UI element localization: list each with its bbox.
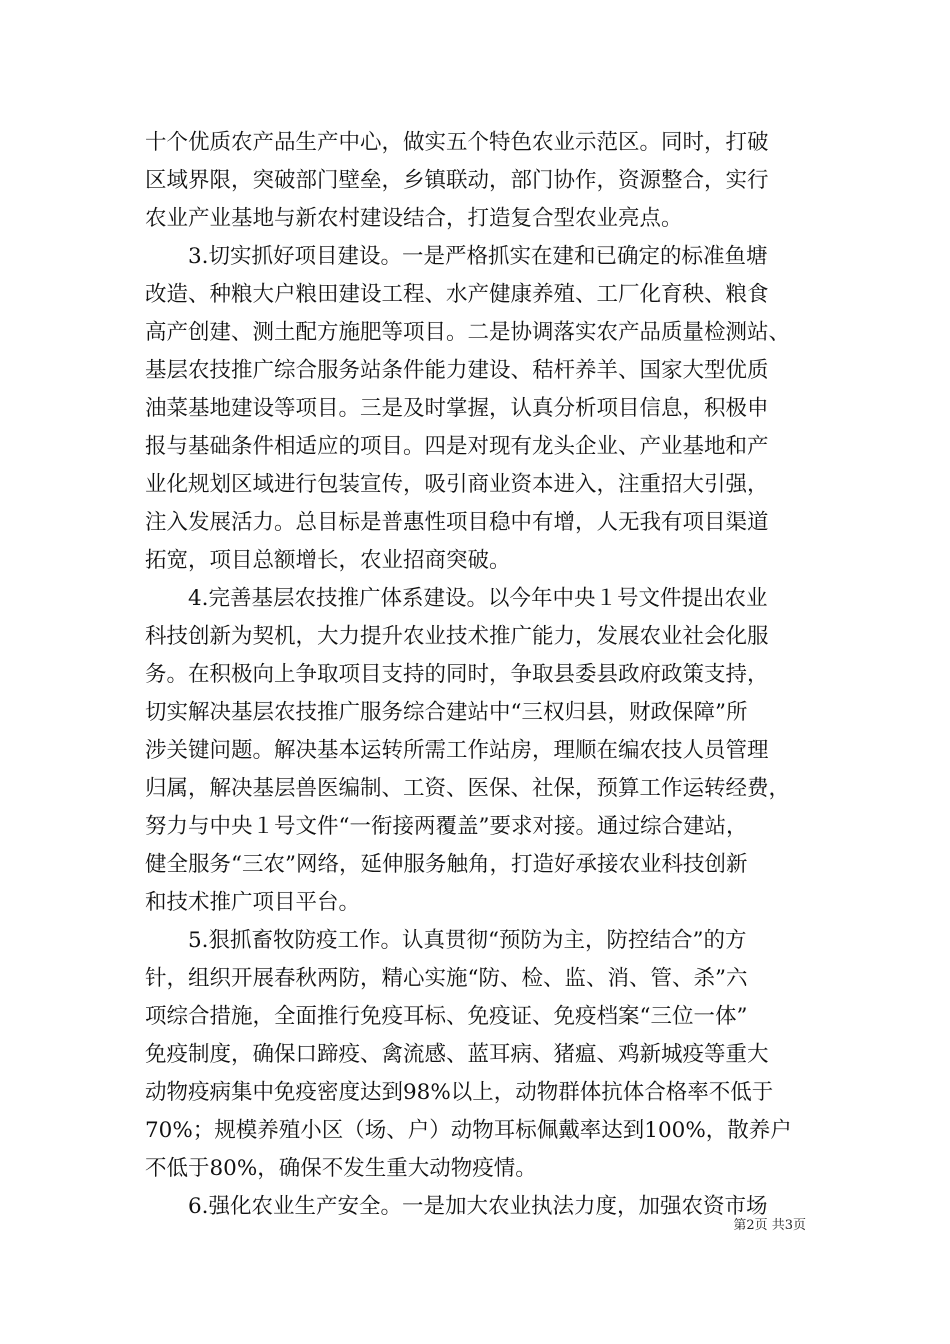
text-line: 努力与中央１号文件“一衔接两覆盖”要求对接。通过综合建站， xyxy=(145,814,748,839)
text-line: 4.完善基层农技推广体系建设。以今年中央１号文件提出农业 xyxy=(145,586,768,611)
text-line: 区域界限，突破部门壁垒，乡镇联动，部门协作，资源整合，实行 xyxy=(145,168,769,193)
text-line: 3.切实抓好项目建设。一是严格抓实在建和已确定的标准鱼塘 xyxy=(145,244,768,269)
text-line: 基层农技推广综合服务站条件能力建设、秸杆养羊、国家大型优质 xyxy=(145,358,769,383)
text-line: 归属，解决基层兽医编制、工资、医保、社保，预算工作运转经费， xyxy=(145,776,791,801)
text-line: 农业产业基地与新农村建设结合，打造复合型农业亮点。 xyxy=(145,206,683,231)
text-line: 和技术推广项目平台。 xyxy=(145,890,361,915)
text-line: 高产创建、测土配方施肥等项目。二是协调落实农产品质量检测站、 xyxy=(145,320,791,345)
text-line: 拓宽，项目总额增长，农业招商突破。 xyxy=(145,548,511,573)
text-line: 十个优质农产品生产中心，做实五个特色农业示范区。同时，打破 xyxy=(145,130,769,155)
text-line: 不低于80%，确保不发生重大动物疫情。 xyxy=(145,1156,537,1181)
text-line: 针，组织开展春秋两防，精心实施“防、检、监、消、管、杀”六 xyxy=(145,966,748,991)
text-line: 务。在积极向上争取项目支持的同时，争取县委县政府政策支持， xyxy=(145,662,769,687)
text-line: 切实解决基层农技推广服务综合建站中“三权归县，财政保障”所 xyxy=(145,700,748,725)
text-line: 注入发展活力。总目标是普惠性项目稳中有增，人无我有项目渠道 xyxy=(145,510,769,535)
text-line: 改造、种粮大户粮田建设工程、水产健康养殖、工厂化育秧、粮食 xyxy=(145,282,769,307)
text-line: 健全服务“三农”网络，延伸服务触角，打造好承接农业科技创新 xyxy=(145,852,748,877)
page-footer: 第2页 共3页 xyxy=(733,1218,806,1233)
text-line: 免疫制度，确保口蹄疫、禽流感、蓝耳病、猪瘟、鸡新城疫等重大 xyxy=(145,1042,769,1067)
document-body xyxy=(145,124,805,1226)
text-line: 科技创新为契机，大力提升农业技术推广能力，发展农业社会化服 xyxy=(145,624,769,649)
text-line: 5.狠抓畜牧防疫工作。认真贯彻“预防为主，防控结合”的方 xyxy=(145,928,747,953)
text-line: 动物疫病集中免疫密度达到98%以上，动物群体抗体合格率不低于 xyxy=(145,1080,774,1105)
text-line: 70%；规模养殖小区（场、户）动物耳标佩戴率达到100%，散养户 xyxy=(145,1118,792,1143)
text-line: 项综合措施，全面推行免疫耳标、免疫证、免疫档案“三位一体” xyxy=(145,1004,748,1029)
text-line: 6.强化农业生产安全。一是加大农业执法力度，加强农资市场 xyxy=(145,1194,768,1219)
text-line: 业化规划区域进行包装宣传，吸引商业资本进入，注重招大引强， xyxy=(145,472,769,497)
text-line: 报与基础条件相适应的项目。四是对现有龙头企业、产业基地和产 xyxy=(145,434,769,459)
text-line: 涉关键问题。解决基本运转所需工作站房，理顺在编农技人员管理 xyxy=(145,738,769,763)
text-line: 油菜基地建设等项目。三是及时掌握，认真分析项目信息，积极申 xyxy=(145,396,769,421)
